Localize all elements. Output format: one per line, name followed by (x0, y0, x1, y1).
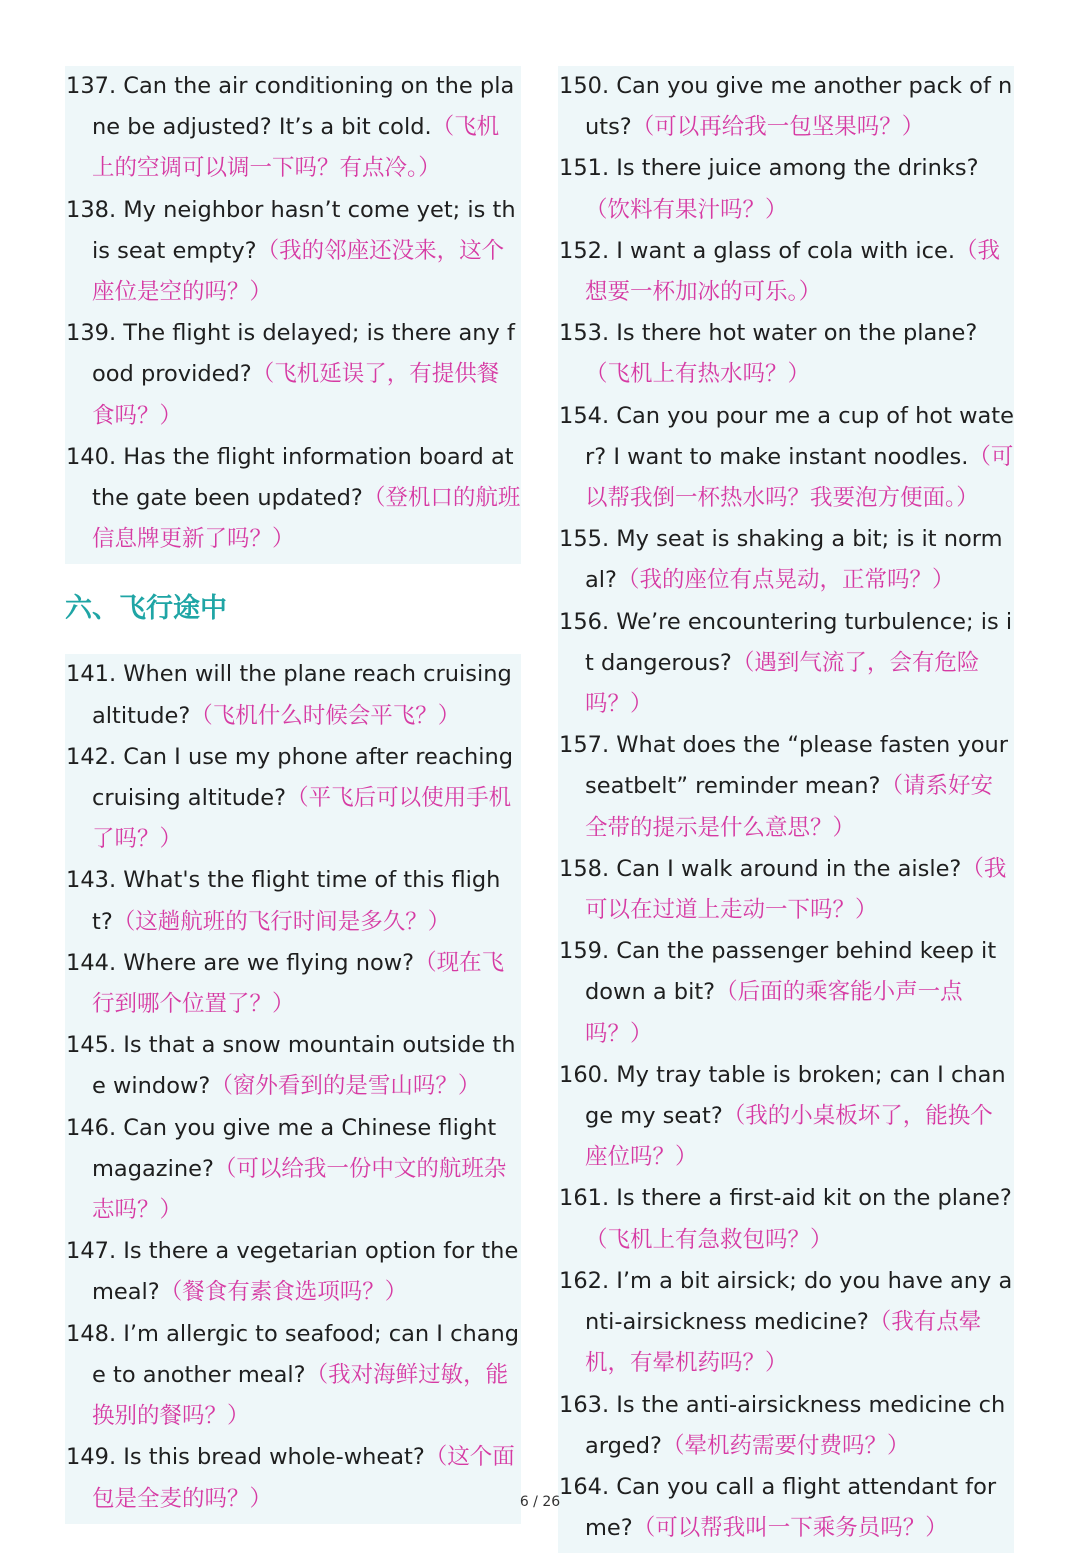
english-phrase: 163. Is the anti-airsickness medicine charged? (559, 1391, 1006, 1459)
phrase-block-before-boarding (65, 66, 521, 564)
chinese-translation: （我的邻座还没来，这个座位是空的吗？） (92, 237, 505, 306)
phrase-entry (558, 1261, 1014, 1385)
phrase-entry (558, 231, 1014, 313)
chinese-translation: （飞机什么时候会平飞？） (190, 702, 461, 729)
chinese-translation: （我想要一杯加冰的可乐。） (585, 237, 1001, 306)
chinese-translation: （飞机上有热水吗？） (585, 361, 811, 388)
english-phrase: 159. Can the passenger behind keep it down a bit? (559, 938, 997, 1006)
phrase-entry (558, 1385, 1014, 1467)
phrase-entry (65, 437, 521, 561)
phrase-entry (558, 148, 1014, 230)
phrase-entry (558, 519, 1014, 601)
chinese-translation: （飞机上有急救包吗？） (585, 1226, 833, 1253)
english-phrase: 151. Is there juice among the drinks? (559, 155, 979, 182)
english-phrase: 142. Can I use my phone after reaching cruising altitude? (66, 743, 514, 812)
chinese-translation: （可以给我一份中文的航班杂志吗？） (92, 1155, 507, 1224)
phrase-entry (65, 66, 521, 190)
chinese-translation: （遇到气流了，会有危险吗？） (585, 649, 980, 718)
english-phrase: 152. I want a glass of cola with ice. (559, 237, 955, 264)
phrase-block-in-flight (65, 654, 521, 1523)
left-column (65, 66, 521, 1524)
english-phrase: 139. The flight is delayed; is there any food provided? (66, 320, 515, 388)
chinese-translation: （可以帮我倒一杯热水吗？我要泡方便面。） (585, 443, 1014, 512)
phrase-entry (65, 1025, 521, 1107)
english-phrase: 154. Can you pour me a cup of hot water? I want to make instant noodles. (559, 402, 1014, 470)
english-phrase: 149. Is this bread whole-wheat? (66, 1444, 425, 1471)
phrase-entry (65, 313, 521, 437)
phrase-entry (558, 396, 1014, 520)
english-phrase: 155. My seat is shaking a bit; is it normal? (559, 526, 1003, 594)
phrase-entry (558, 725, 1014, 849)
english-phrase: 157. What does the “please fasten your seatbelt” reminder mean? (559, 732, 1009, 800)
english-phrase: 144. Where are we flying now? (66, 949, 415, 976)
phrase-entry (65, 654, 521, 736)
phrase-entry (65, 943, 521, 1025)
phrase-entry (558, 602, 1014, 726)
phrase-entry (558, 1055, 1014, 1179)
phrase-entry (558, 1178, 1014, 1260)
right-column (558, 66, 1014, 1553)
phrase-entry (558, 313, 1014, 395)
phrase-entry (65, 1231, 521, 1313)
chinese-translation: （请系好安全带的提示是什么意思？） (585, 773, 994, 841)
english-phrase: 153. Is there hot water on the plane? (559, 320, 978, 347)
chinese-translation: （窗外看到的是雪山吗？） (210, 1073, 481, 1100)
chinese-translation: （餐食有素食选项吗？） (159, 1279, 408, 1306)
chinese-translation: （我可以在过道上走动一下吗？） (585, 855, 1007, 924)
chinese-translation: （我对海鲜过敏，能换别的餐吗？） (92, 1361, 509, 1430)
english-phrase: 147. Is there a vegetarian option for the meal? (66, 1238, 519, 1306)
page-number: 6 / 26 (519, 1494, 561, 1510)
chinese-translation: （我的座位有点晃动，正常吗？） (616, 567, 955, 594)
english-phrase: 161. Is there a first-aid kit on the plane? (559, 1185, 1012, 1212)
english-phrase: 140. Has the flight information board at the gate been updated? (66, 443, 514, 512)
phrase-entry (65, 737, 521, 861)
phrase-block-in-flight-continued (558, 66, 1014, 1553)
english-phrase: 164. Can you call a flight attendant for me? (559, 1473, 997, 1542)
chinese-translation: （饮料有果汁吗？） (585, 196, 788, 223)
chinese-translation: （现在飞行到哪个位置了？） (92, 949, 505, 1018)
chinese-translation: （这个面包是全麦的吗？） (92, 1444, 515, 1512)
chinese-translation: （登机口的航班信息牌更新了吗？） (92, 485, 521, 553)
phrase-entry (558, 849, 1014, 931)
phrase-entry (65, 190, 521, 314)
phrase-entry (558, 66, 1014, 148)
english-phrase: 137. Can the air conditioning on the plane be adjusted? It’s a bit cold. (66, 73, 515, 141)
english-phrase: 141. When will the plane reach cruising altitude? (66, 661, 512, 729)
english-phrase: 158. Can I walk around in the aisle? (559, 855, 962, 882)
chinese-translation: （我有点晕机，有晕机药吗？） (585, 1309, 982, 1377)
english-phrase: 145. Is that a snow mountain outside the window? (66, 1032, 516, 1100)
chinese-translation: （我的小桌板坏了，能换个座位吗？） (585, 1103, 993, 1171)
english-phrase: 150. Can you give me another pack of nuts? (559, 73, 1013, 141)
phrase-entry (558, 931, 1014, 1055)
chinese-translation: （可以再给我一包坚果吗？） (631, 114, 925, 141)
chinese-translation: （后面的乘客能小声一点吗？） (585, 979, 963, 1047)
english-phrase: 162. I’m a bit airsick; do you have any anti-airsickness medicine? (559, 1267, 1013, 1336)
chinese-translation: （飞机上的空调可以调一下吗？有点冷。） (92, 114, 500, 182)
english-phrase: 146. Can you give me a Chinese flight magazine? (66, 1114, 497, 1182)
english-phrase: 148. I’m allergic to seafood; can I change to another meal? (66, 1320, 520, 1388)
chinese-translation: （这趟航班的飞行时间是多久？） (112, 908, 451, 935)
english-phrase: 156. We’re encountering turbulence; is it dangerous? (559, 608, 1013, 676)
chinese-translation: （晕机药需要付费吗？） (662, 1432, 910, 1459)
chinese-translation: （可以帮我叫一下乘务员吗？） (632, 1515, 948, 1542)
english-phrase: 160. My tray table is broken; can I change my seat? (559, 1061, 1006, 1130)
chinese-translation: （平飞后可以使用手机了吗？） (92, 785, 512, 853)
english-phrase: 138. My neighbor hasn’t come yet; is this seat empty? (66, 196, 516, 264)
section-title: 六、飞行途中 (65, 593, 227, 625)
chinese-translation: （飞机延误了，有提供餐食吗？） (92, 361, 500, 429)
english-phrase: 143. What's the flight time of this flight? (66, 867, 501, 935)
phrase-entry (65, 1314, 521, 1438)
phrase-entry (65, 1108, 521, 1232)
phrase-entry (65, 860, 521, 942)
